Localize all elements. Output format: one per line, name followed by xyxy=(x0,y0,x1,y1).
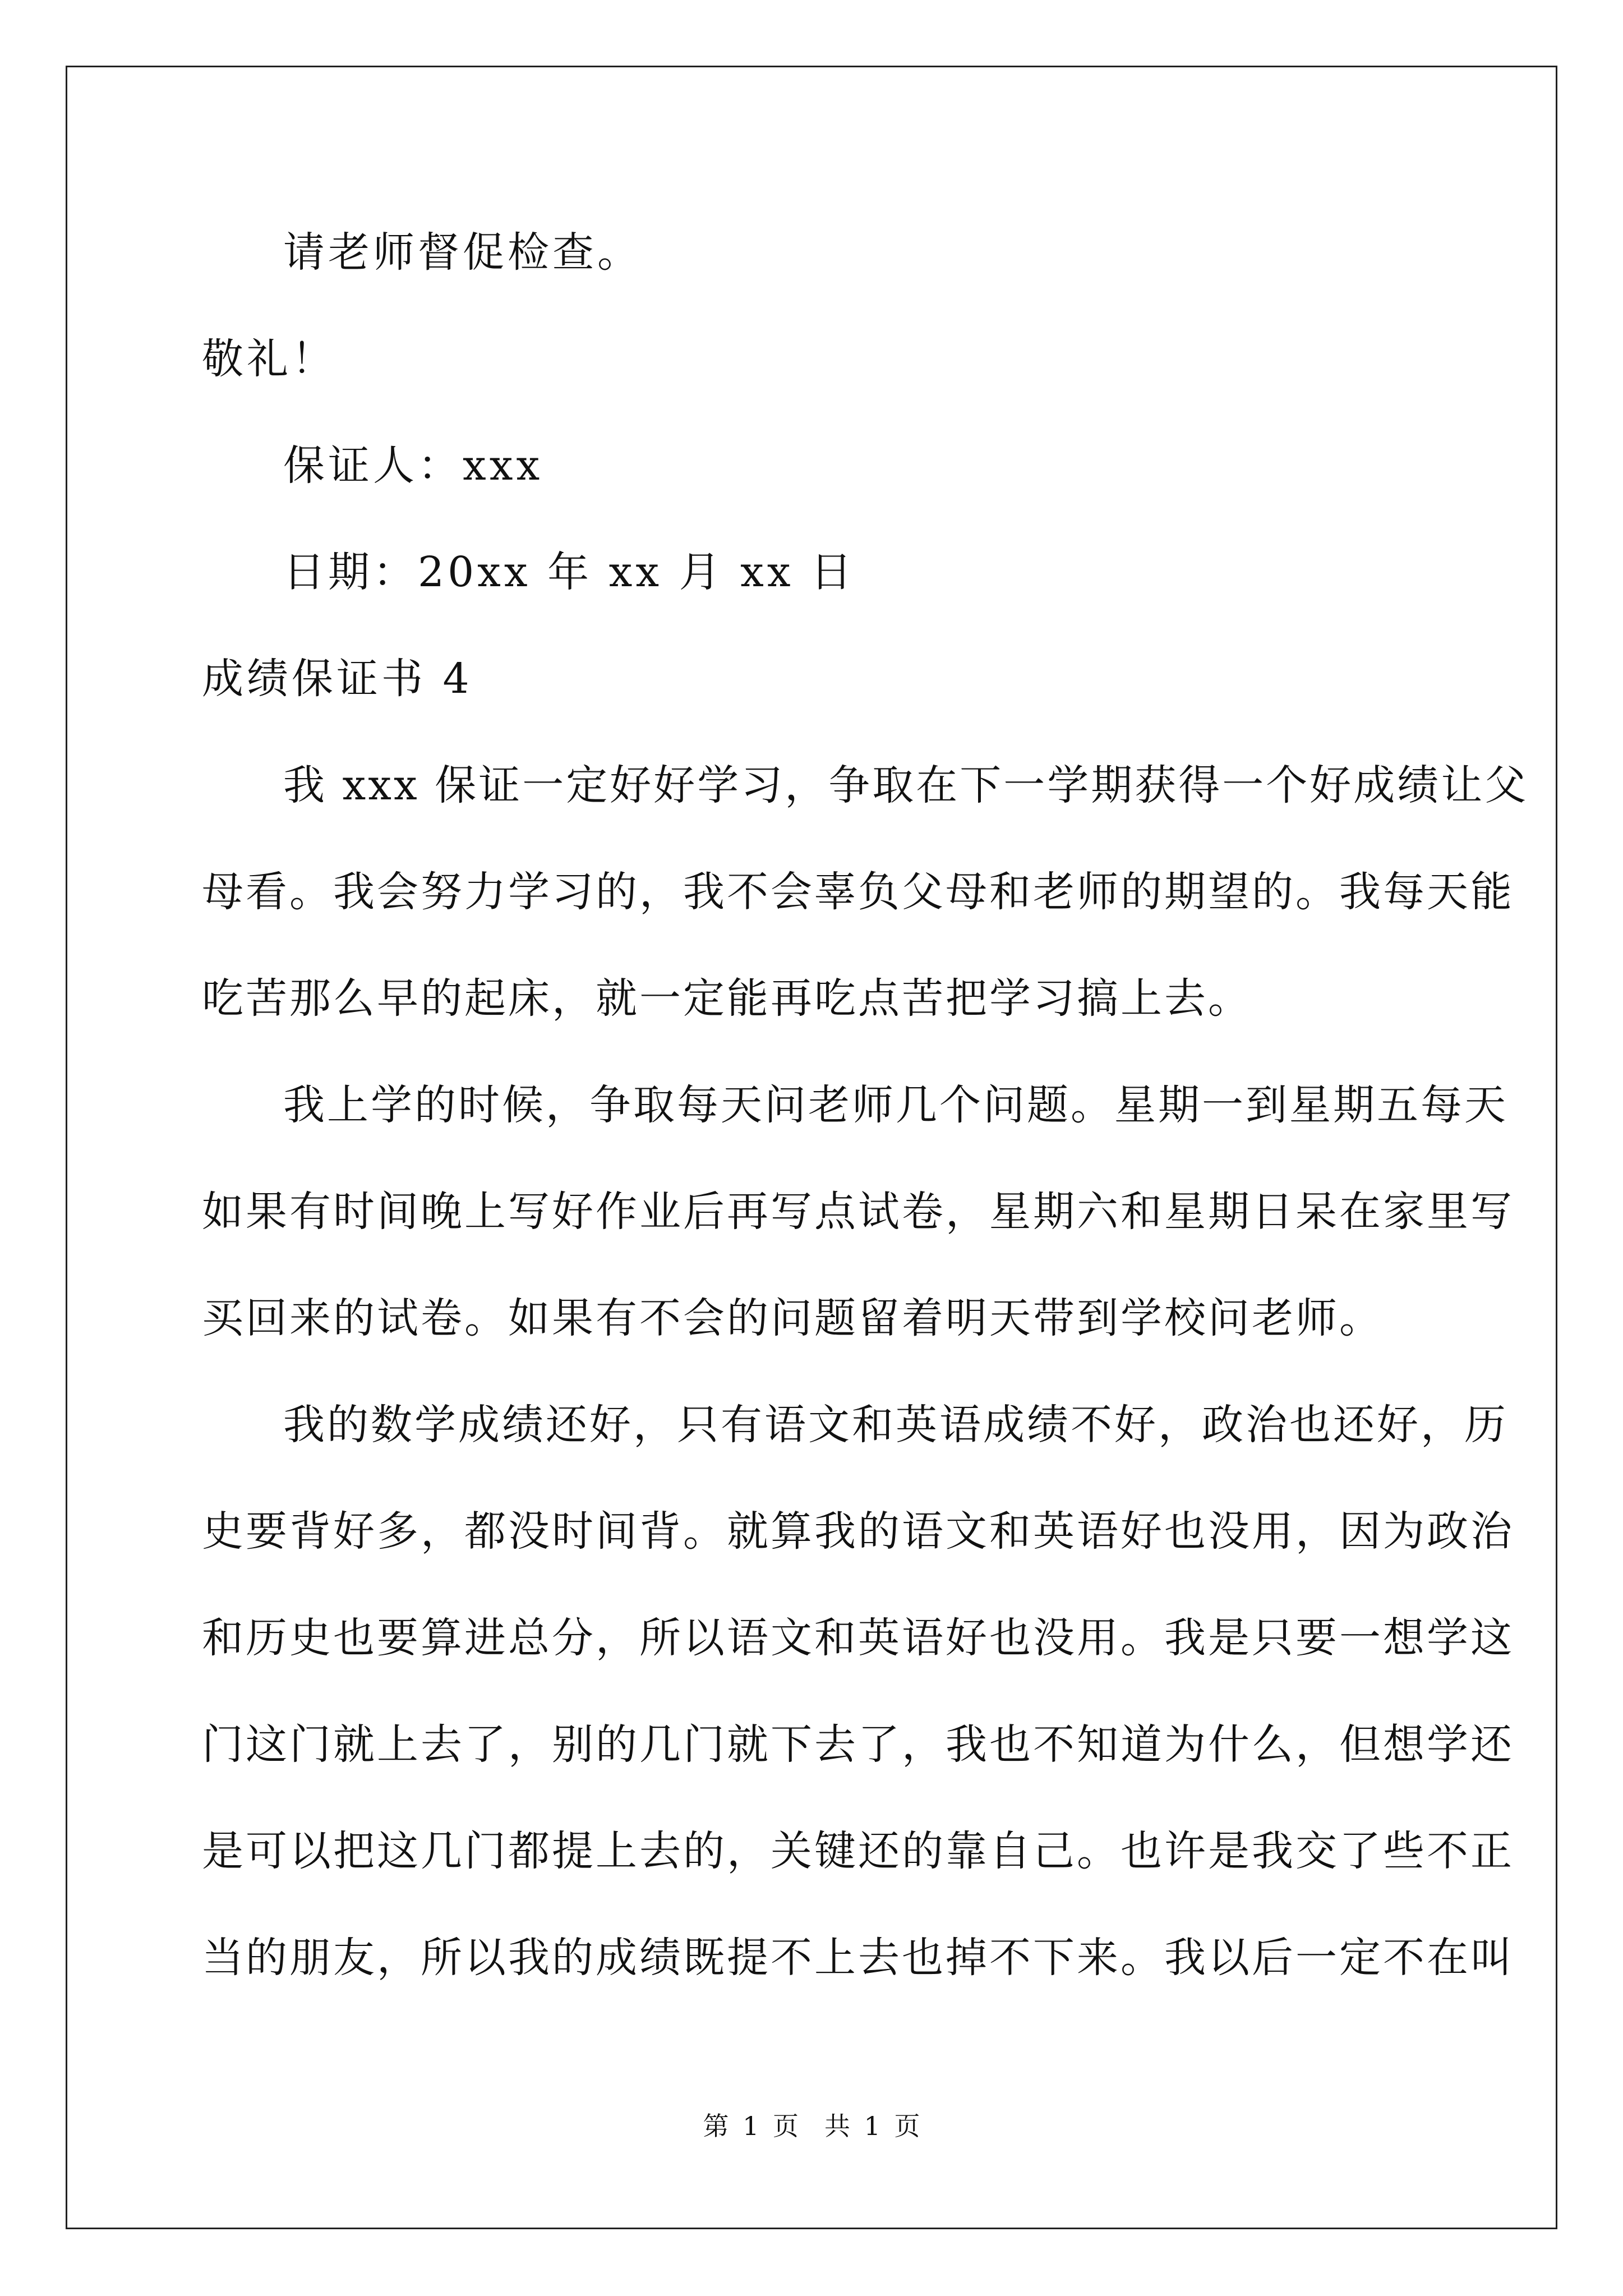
paragraph-2-line-3: 买回来的试卷。如果有不会的问题留着明天带到学校问老师。 xyxy=(202,1294,1383,1342)
paragraph-3-line-1: 我的数学成绩还好，只有语文和英语成绩不好，政治也还好，历 xyxy=(283,1401,1508,1449)
paragraph-3-line-4: 门这门就上去了，别的几门就下去了，我也不知道为什么，但想学还 xyxy=(202,1720,1514,1769)
closing-salute: 敬礼！ xyxy=(202,335,336,383)
section-title: 成绩保证书 4 xyxy=(202,655,473,703)
page-footer: 第 1 页 共 1 页 xyxy=(703,2111,920,2141)
date-line: 日期：20xx 年 xx 月 xx 日 xyxy=(283,548,856,596)
paragraph-3-line-5: 是可以把这几门都提上去的，关键还的靠自己。也许是我交了些不正 xyxy=(202,1827,1514,1875)
paragraph-2-line-1: 我上学的时候，争取每天问老师几个问题。星期一到星期五每天 xyxy=(283,1081,1508,1129)
paragraph-3-line-2: 史要背好多，都没时间背。就算我的语文和英语好也没用，因为政治 xyxy=(202,1507,1514,1556)
paragraph-1-line-3: 吃苦那么早的起床，就一定能再吃点苦把学习搞上去。 xyxy=(202,974,1252,1023)
paragraph-3-line-3: 和历史也要算进总分，所以语文和英语好也没用。我是只要一想学这 xyxy=(202,1614,1514,1662)
page-border xyxy=(66,66,1557,2229)
closing-request: 请老师督促检查。 xyxy=(283,228,642,277)
paragraph-2-line-2: 如果有时间晚上写好作业后再写点试卷，星期六和星期日呆在家里写 xyxy=(202,1188,1514,1236)
paragraph-1-line-1: 我 xxx 保证一定好好学习，争取在下一学期获得一个好成绩让父 xyxy=(283,761,1529,809)
guarantor-line: 保证人：xxx xyxy=(283,441,543,490)
paragraph-1-line-2: 母看。我会努力学习的，我不会辜负父母和老师的期望的。我每天能 xyxy=(202,868,1514,916)
paragraph-3-line-6: 当的朋友，所以我的成绩既提不上去也掉不下来。我以后一定不在叫 xyxy=(202,1934,1514,1982)
